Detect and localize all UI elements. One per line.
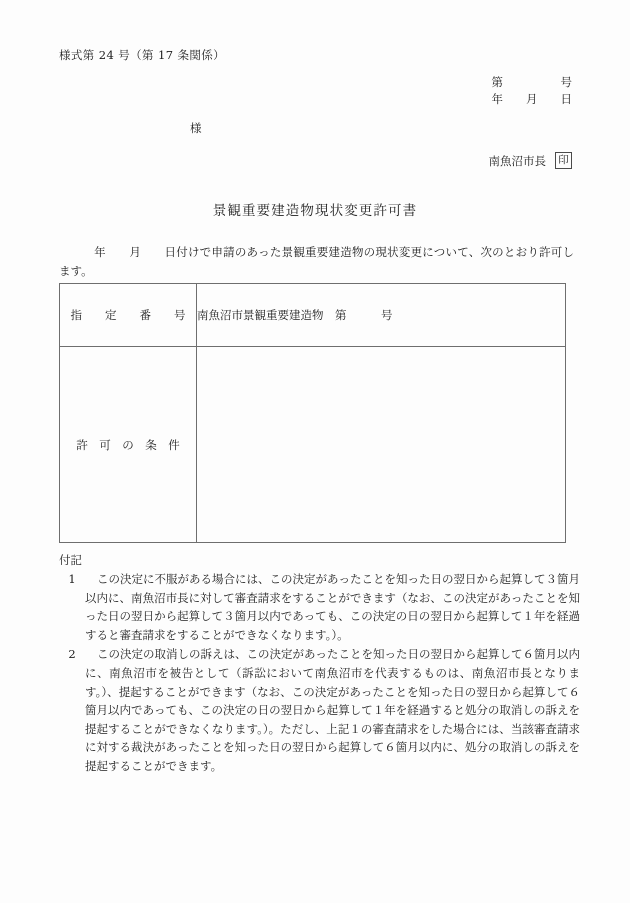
permit-conditions-label: 許 可 の 条 件 xyxy=(60,347,197,543)
issuer-name: 南魚沼市長 xyxy=(488,153,546,168)
addressee-honorific: 様 xyxy=(190,121,202,135)
document-date-line: 年 月 日 xyxy=(491,92,572,106)
designation-number-value[interactable]: 南魚沼市景観重要建造物 第 号 xyxy=(197,284,566,347)
table-row xyxy=(60,284,566,347)
notes-heading: 付記 xyxy=(59,553,82,567)
note-text: この決定の取消しの訴えは、この決定があったことを知った日の翌日から起算して６箇月以内に、南魚沼市を被告として（訴訟において南魚沼市を代表するものは、南魚沼市長となります。）、提起することができます（なお、この決定があったことを知った日の翌日から起算して６箇月以内であっても、この決定の日の翌日から起算して１年を経過すると処分の取消しの訴えを提起することができなくなります。）。ただし、上記１の審査請求をした場合には、当該審査請求に対する裁決があったことを知った日の翌日から起算して６箇月以内に、処分の取消しの訴えを提起することができます。 xyxy=(85,647,580,773)
page-title: 景観重要建造物現状変更許可書 xyxy=(212,203,418,219)
designation-number-label: 指 定 番 号 xyxy=(60,284,197,347)
note-text: この決定に不服がある場合には、この決定があったことを知った日の翌日から起算して３箇月以内に、南魚沼市長に対して審査請求をすることができます（なお、この決定があったことを知った日の翌日から起算して３箇月以内であっても、この決定の日の翌日から起算して１年を経過すると審査請求をすることができなくなります。）。 xyxy=(85,572,580,642)
seal-icon: 印 xyxy=(555,152,572,169)
document-meta-block xyxy=(492,74,573,108)
permit-conditions-value[interactable] xyxy=(197,347,566,543)
list-item xyxy=(59,570,580,644)
list-item xyxy=(59,645,580,775)
body-paragraph: 年 月 日付けで申請のあった景観重要建造物の現状変更について、次のとおり許可します。 xyxy=(59,245,574,278)
table-row xyxy=(60,347,566,543)
note-number: 1 xyxy=(68,572,76,586)
document-number-line: 第 号 xyxy=(491,75,572,89)
notes-section xyxy=(59,551,580,776)
permit-details-table xyxy=(59,283,566,543)
issuer-block xyxy=(489,152,573,169)
form-number: 様式第 24 号（第 17 条関係） xyxy=(59,48,226,62)
note-number: 2 xyxy=(68,647,76,662)
